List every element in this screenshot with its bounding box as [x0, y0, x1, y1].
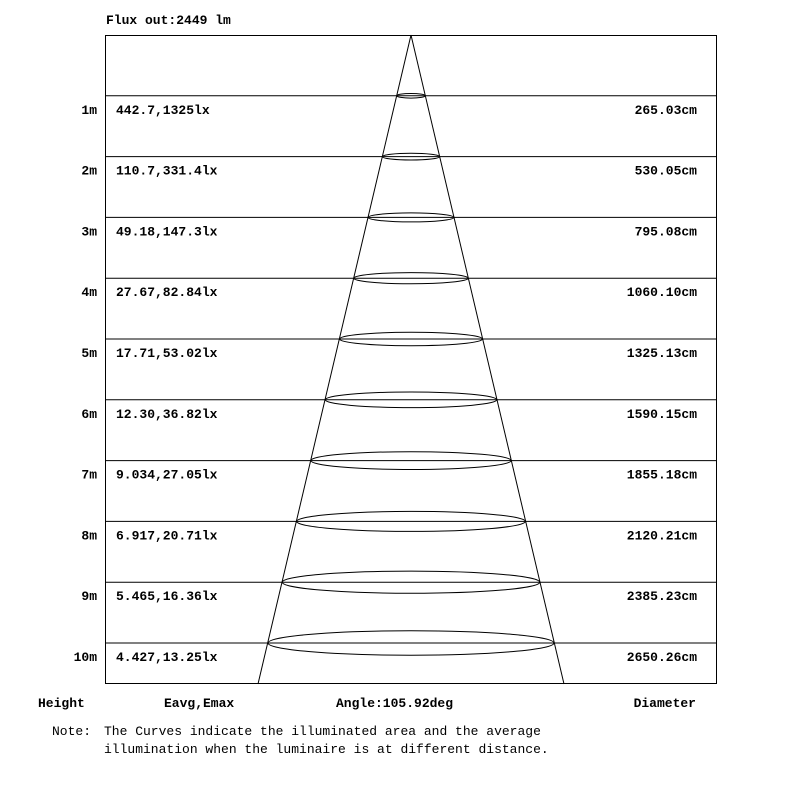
note-prefix: Note: — [52, 724, 92, 739]
row-diameter: 530.05cm — [634, 163, 697, 179]
row-height: 10m — [73, 650, 97, 665]
row-diameter: 1060.10cm — [626, 285, 697, 301]
note-line-1: The Curves indicate the illuminated area and the average — [104, 724, 541, 739]
row-height: 4m — [81, 285, 97, 301]
row-illuminance: 110.7,331.4lx — [116, 163, 218, 179]
illum-label: Eavg,Emax — [164, 696, 235, 711]
row-height: 9m — [81, 589, 97, 605]
row-diameter: 2120.21cm — [626, 528, 697, 544]
diameter-label: Diameter — [633, 696, 696, 711]
row-diameter: 1855.18cm — [626, 467, 697, 483]
note-line-2: illumination when the luminaire is at different distance. — [104, 742, 549, 757]
cone-right-edge — [411, 35, 564, 684]
row-illuminance: 49.18,147.3lx — [116, 224, 218, 240]
row-illuminance: 9.034,27.05lx — [116, 467, 218, 483]
height-label: Height — [38, 696, 85, 711]
row-illuminance: 442.7,1325lx — [116, 102, 210, 118]
row-height: 3m — [81, 224, 97, 240]
row-height: 2m — [81, 163, 97, 179]
row-diameter: 1590.15cm — [626, 406, 697, 422]
row-illuminance: 17.71,53.02lx — [116, 346, 218, 361]
row-illuminance: 5.465,16.36lx — [116, 589, 218, 605]
row-illuminance: 27.67,82.84lx — [116, 285, 218, 301]
row-height: 5m — [81, 346, 97, 361]
row-height: 6m — [81, 406, 97, 422]
row-height: 7m — [81, 467, 97, 483]
row-diameter: 795.08cm — [634, 224, 697, 240]
flux-label: Flux out:2449 lm — [106, 13, 231, 28]
row-height: 1m — [81, 102, 97, 118]
angle-label: Angle:105.92deg — [336, 696, 454, 711]
row-diameter: 1325.13cm — [626, 346, 697, 361]
row-diameter: 265.03cm — [634, 102, 697, 118]
row-diameter: 2385.23cm — [626, 589, 697, 605]
row-height: 8m — [81, 528, 97, 544]
row-diameter: 2650.26cm — [626, 650, 697, 665]
row-illuminance: 4.427,13.25lx — [116, 650, 218, 665]
cone-left-edge — [258, 35, 411, 684]
row-illuminance: 12.30,36.82lx — [116, 406, 218, 422]
row-illuminance: 6.917,20.71lx — [116, 528, 218, 544]
